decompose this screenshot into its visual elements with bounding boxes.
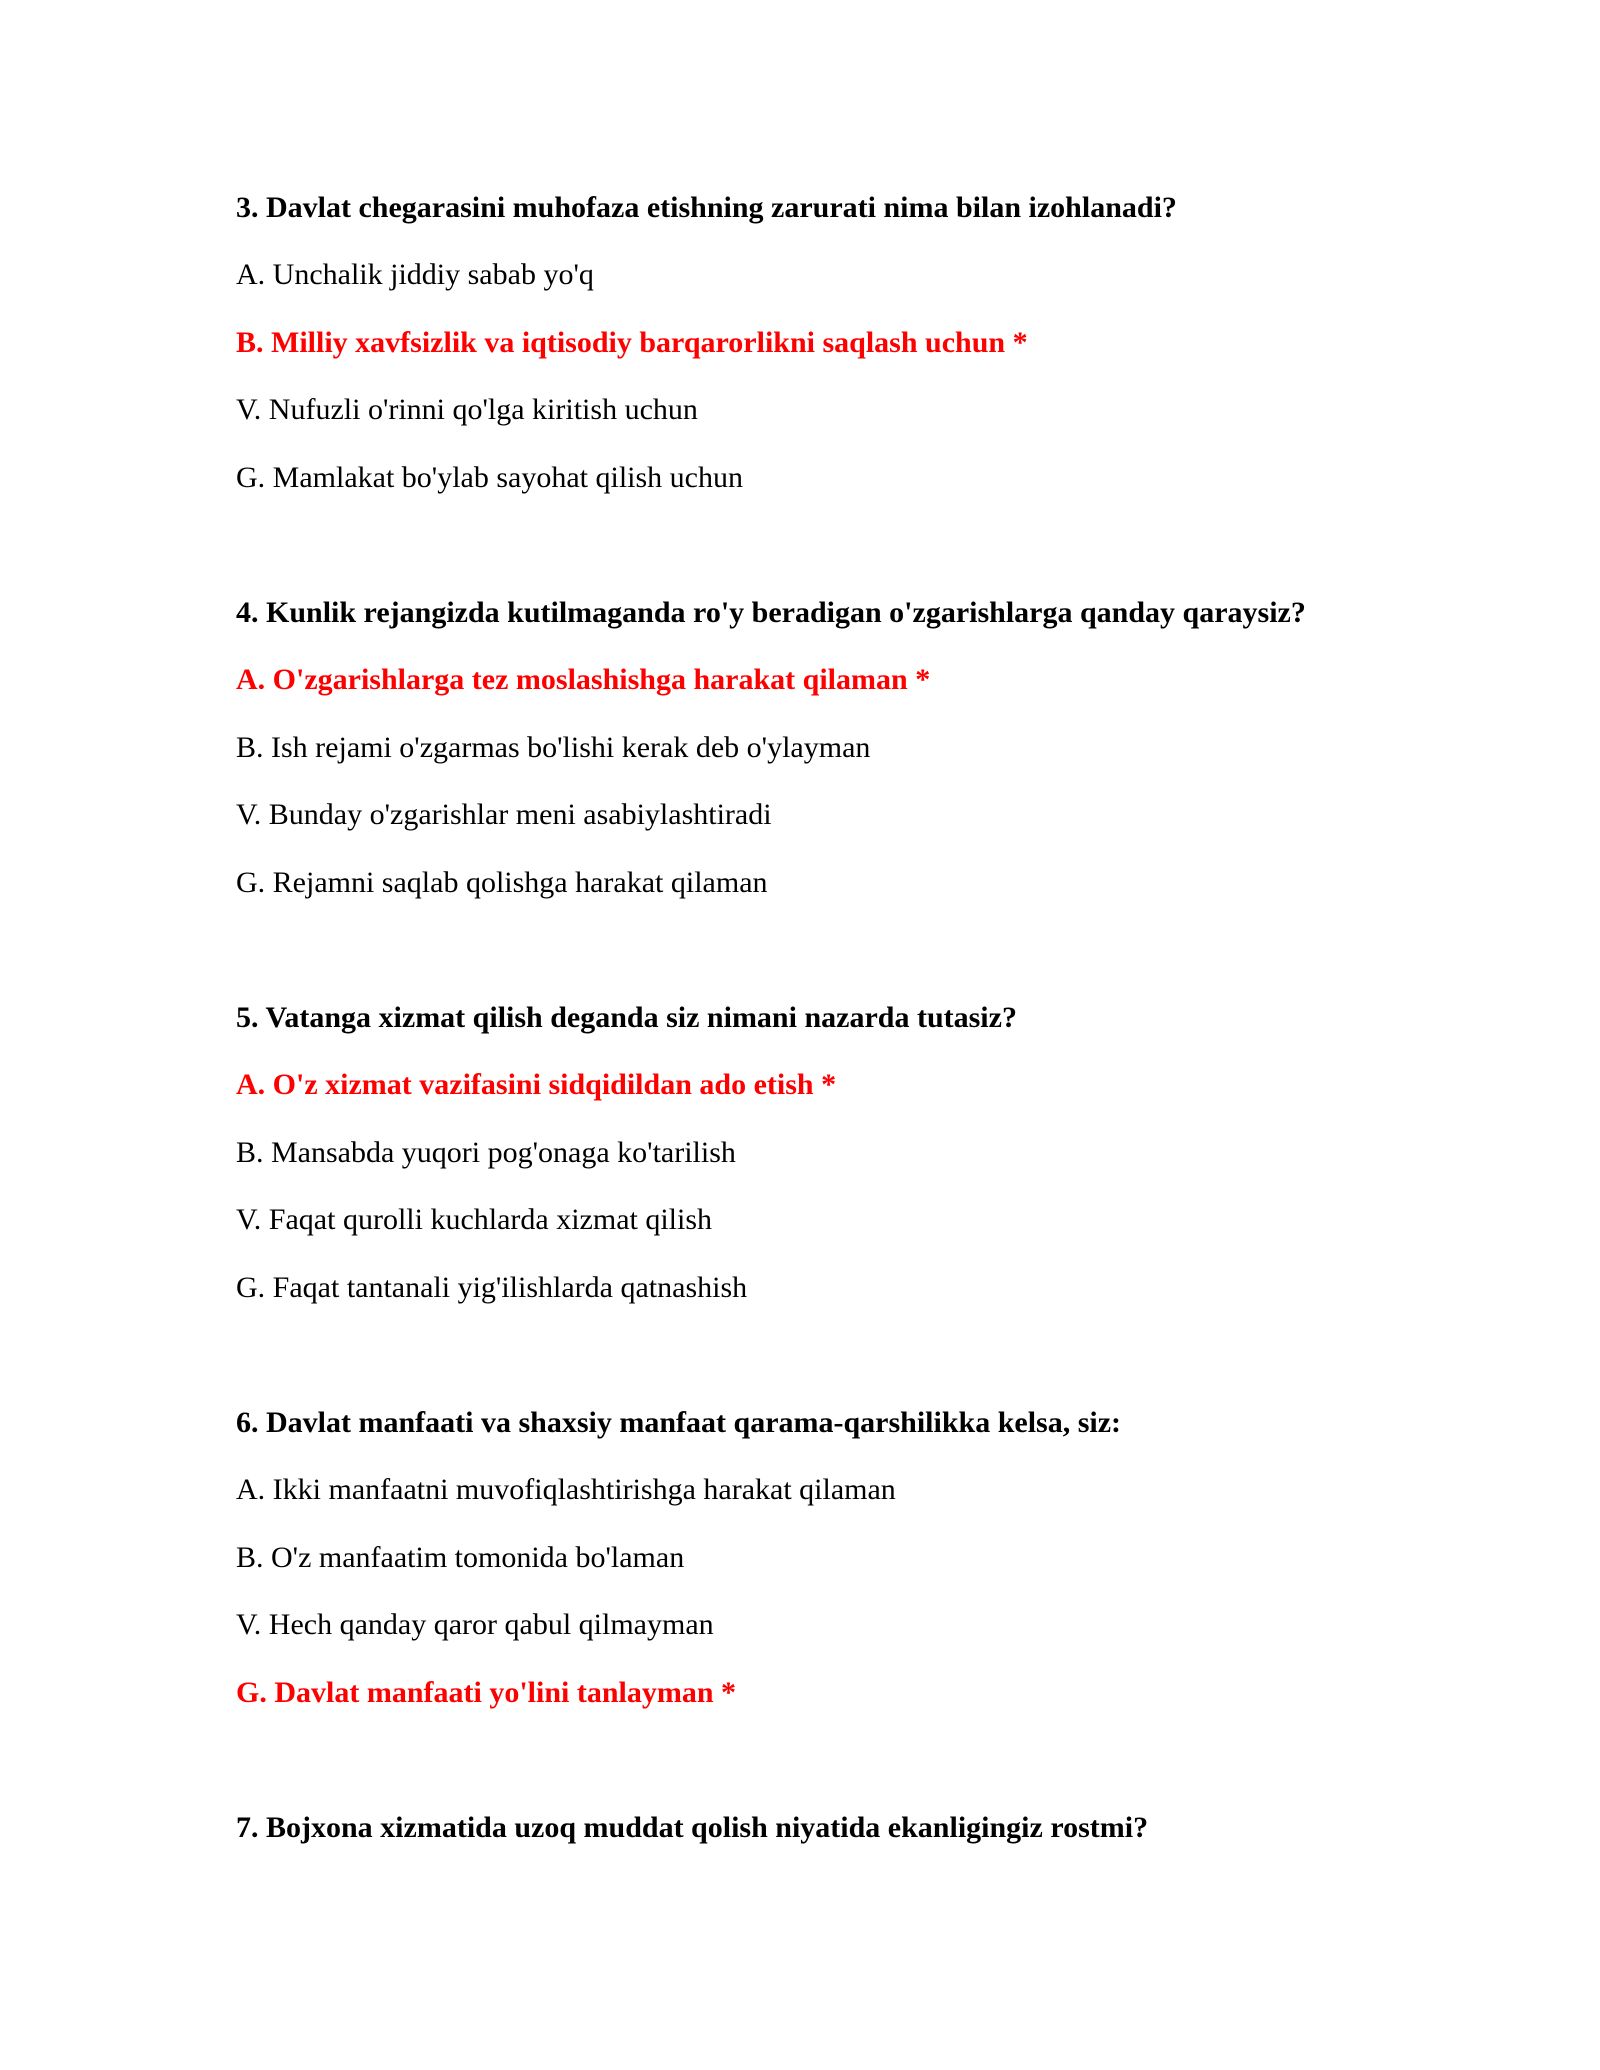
question-text: 4. Kunlik rejangizda kutilmaganda ro'y beradigan o'zgarishlarga qanday qaraysiz? bbox=[236, 596, 1306, 629]
answer-option-correct: A. O'z xizmat vazifasini sidqidildan ado etish * bbox=[236, 1068, 837, 1101]
answer-option: A. Ikki manfaatni muvofiqlashtirishga harakat qilaman bbox=[236, 1473, 896, 1506]
answer-option: B. O'z manfaatim tomonida bo'laman bbox=[236, 1541, 685, 1574]
answer-option: V. Nufuzli o'rinni qo'lga kiritish uchun bbox=[236, 393, 698, 426]
answer-option-correct: B. Milliy xavfsizlik va iqtisodiy barqarorlikni saqlash uchun * bbox=[236, 326, 1028, 359]
answer-option: V. Hech qanday qaror qabul qilmayman bbox=[236, 1608, 714, 1641]
answer-option: A. Unchalik jiddiy sabab yo'q bbox=[236, 258, 594, 291]
answer-option: B. Ish rejami o'zgarmas bo'lishi kerak deb o'ylayman bbox=[236, 731, 871, 764]
answer-option: V. Faqat qurolli kuchlarda xizmat qilish bbox=[236, 1203, 713, 1236]
question-text: 6. Davlat manfaati va shaxsiy manfaat qarama-qarshilikka kelsa, siz: bbox=[236, 1406, 1122, 1439]
answer-option: V. Bunday o'zgarishlar meni asabiylashtiradi bbox=[236, 798, 772, 831]
question-text: 5. Vatanga xizmat qilish deganda siz nimani nazarda tutasiz? bbox=[236, 1001, 1017, 1034]
answer-option-correct: G. Davlat manfaati yo'lini tanlayman * bbox=[236, 1676, 737, 1709]
answer-option: G. Faqat tantanali yig'ilishlarda qatnashish bbox=[236, 1271, 748, 1304]
answer-option: B. Mansabda yuqori pog'onaga ko'tarilish bbox=[236, 1136, 736, 1169]
question-text: 3. Davlat chegarasini muhofaza etishning zarurati nima bilan izohlanadi? bbox=[236, 191, 1177, 224]
question-text: 7. Bojxona xizmatida uzoq muddat qolish niyatida ekanligingiz rostmi? bbox=[236, 1811, 1149, 1844]
answer-option: G. Rejamni saqlab qolishga harakat qilaman bbox=[236, 866, 768, 899]
answer-option: G. Mamlakat bo'ylab sayohat qilish uchun bbox=[236, 461, 743, 494]
answer-option-correct: A. O'zgarishlarga tez moslashishga harakat qilaman * bbox=[236, 663, 931, 696]
